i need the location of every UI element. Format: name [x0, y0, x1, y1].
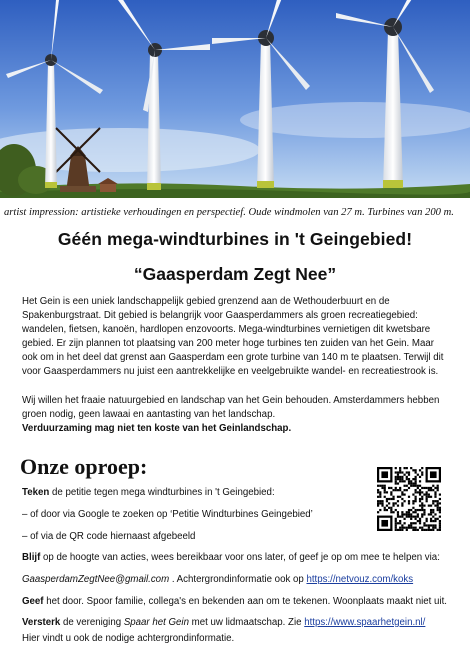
pass-line — [22, 596, 447, 607]
windturbine-photo — [0, 0, 470, 198]
strengthen-line — [22, 617, 425, 628]
strengthen-text-1: de vereniging — [60, 617, 124, 628]
subheadline: “Gaasperdam Zegt Nee” — [133, 264, 337, 284]
nature-bold-text: Verduurzaming mag niet ten koste van het Geinlandschap. — [22, 423, 292, 434]
strengthen-bold: Versterk — [22, 617, 61, 628]
headline: Géén mega-windturbines in 't Geingebied! — [57, 229, 413, 249]
call-heading: Onze oproep: — [20, 454, 148, 479]
sign-line — [22, 487, 275, 498]
intro-paragraph: Het Gein is een uniek landschappelijk gebied grenzend aan de Wethouderbuurt en de Spakenburgstraat. Dit gebied is belangrijk voor Gaasperdammers als groen recreatiegebied: wandelen, fietsen, kanoën, hardlopen enzovoorts. Mega-windturbines vernietigen dit kwetsbare gebied. Er zijn plannen tot plaatsing van 200 meter hoge turbines ten zuiden van het Gein. Maar ook om in het deel dat grenst aan Gaasperdam een grote turbine van 140 m te plaatsen. Terwijl dit voor Gaasperdammers nu juist een aantrekkelijke en veelgebruikte wandel- en recreatiestrook is. — [22, 296, 444, 377]
nature-paragraph — [22, 394, 452, 436]
pass-text: het door. Spoor familie, collega's en bekenden aan om te tekenen. Woonplaats maakt niet uit. — [43, 596, 447, 607]
email-address[interactable]: GaasperdamZegtNee@gmail.com — [22, 574, 170, 585]
stay-bold: Blijf — [22, 552, 41, 563]
strengthen-italic: Spaar het Gein — [123, 617, 189, 628]
qr-line: – of via de QR code hiernaast afgebeeld — [22, 531, 196, 542]
email-suffix: . Achtergrondinformatie ook op — [169, 574, 307, 585]
email-line — [22, 574, 413, 585]
qr-code[interactable] — [377, 467, 441, 531]
spaarhetgein-link[interactable]: https://www.spaarhetgein.nl/ — [304, 617, 426, 628]
strengthen-text-2: met uw lidmaatschap. Zie — [188, 617, 305, 628]
background-line: Hier vindt u ook de nodige achtergrondinformatie. — [22, 633, 235, 644]
google-line: – of door via Google te zoeken op ‘Petitie Windturbines Geingebied’ — [22, 509, 313, 520]
stay-line — [22, 552, 440, 563]
sign-bold: Teken — [22, 487, 50, 498]
stay-text: op de hoogte van acties, wees bereikbaar voor ons later, of geef je op om mee te helpen via: — [40, 552, 440, 563]
nature-text: Wij willen het fraaie natuurgebied en landschap van het Gein behouden. Amsterdammers hebben groen nodig, geen lawaai en aantasting van het landschap. — [22, 395, 440, 420]
pass-bold: Geef — [22, 596, 44, 607]
netvouz-link[interactable]: https://netvouz.com/koks — [306, 574, 414, 585]
sign-text: de petitie tegen mega windturbines in 't Geingebied: — [49, 487, 275, 498]
photo-caption: artist impression: artistieke verhoudingen en perspectief. Oude windmolen van 27 m. Turbines van 200 m. — [4, 207, 454, 218]
